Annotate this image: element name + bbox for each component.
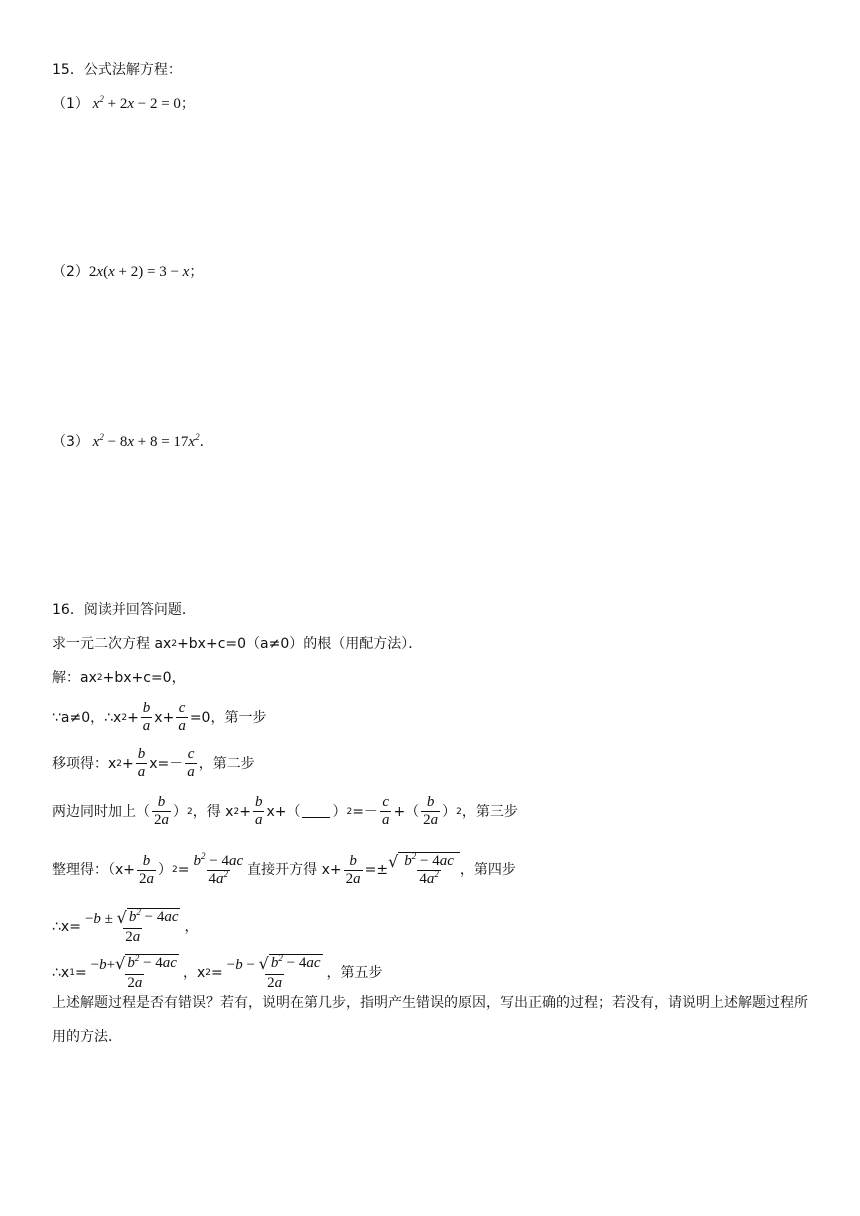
answer-blank (302, 805, 330, 818)
fraction-discriminant-over-4a2: $\frac{b^2 - 4ac}{4a^2}$ (193, 850, 244, 887)
q15-eq2: 2x(x + 2) = 3 − x (88, 264, 190, 280)
q15-part2: （2） 2x(x + 2) = 3 − x ； (52, 264, 204, 280)
fraction-c-over-a: $\frac{c}{a}$ (178, 700, 186, 734)
q15-title: 15．公式法解方程： (52, 62, 182, 78)
q16-step1: ∵a≠0，∴x 2 + $\frac{b}{a}$ x+ $\frac{c}{a}$ =0，第一步 (52, 700, 267, 734)
quadratic-formula: −b ± √ $b^2 - 4ac$ 2a (84, 907, 179, 945)
q16-intro: 求一元二次方程 ax 2 +bx+c=0（a≠0）的根（用配方法）． (52, 636, 423, 652)
q16-step2: 移项得：x 2 + $\frac{b}{a}$ x=－ $\frac{c}{a}$ ，第二步 (52, 746, 255, 780)
q15-part1: （1） $x^2 + 2x - 2 = 0$ ； (52, 94, 195, 112)
root-x1: −b+ √ $b^2 - 4ac$ 2a (90, 953, 177, 991)
fraction-b-over-2a: $\frac{b}{2a}$ (154, 794, 169, 828)
q16-solution-start: 解：ax 2 +bx+c=0， (52, 670, 186, 686)
sqrt-fraction: √ $\frac{b^2 - 4ac}{4a^2}$ (388, 852, 460, 888)
q15-eq1: $x^2 + 2x - 2 = 0$ (88, 94, 181, 112)
q16-title: 16．阅读并回答问题． (52, 602, 196, 618)
q16-step5: ∴x= −b ± √ $b^2 - 4ac$ 2a ， (52, 907, 199, 945)
q16-step4: 整理得：（x+ $\frac{b}{2a}$ ） 2 = $\frac{b^2 - 4ac}{4a^2}$ 直接开方得 x+ $\frac{b}{2a}$ =± √ $\frac{b^2 - 4ac}{4a^2}$ ，第四步 (52, 850, 516, 887)
fraction-b-over-2a: $\frac{b}{2a}$ (139, 852, 155, 887)
fraction-b-over-a: $\frac{b}{a}$ (137, 746, 146, 780)
fraction-c-over-a: $\frac{c}{a}$ (187, 746, 195, 780)
fraction-b-over-a: $\frac{b}{a}$ (142, 700, 151, 734)
fraction-b-over-2a: $\frac{b}{2a}$ (345, 852, 361, 887)
q16-step6: ∴x 1 = −b+ √ $b^2 - 4ac$ 2a ，x 2 = −b − √ $b^2 - 4ac$ 2a ，第五步 (52, 953, 383, 991)
root-x2: −b − √ $b^2 - 4ac$ 2a (226, 953, 321, 991)
q16-step3: 两边同时加上（ $\frac{b}{2a}$ ） 2 ，得 x 2 + $\frac{b}{a}$ x+（ ） 2 =－ $\frac{c}{a}$ +（ $\frac{b}{2a}$ ） 2 ，第三步 (52, 794, 518, 828)
fraction-c-over-a: $\frac{c}{a}$ (381, 794, 390, 828)
fraction-b-over-a: $\frac{b}{a}$ (254, 794, 263, 828)
q15-part3: （3） $x^2 - 8x + 8 = 17x^2$ ． (52, 432, 214, 450)
q16-question: 上述解题过程是否有错误？若有，说明在第几步，指明产生错误的原因，写出正确的过程；若没有，请说明上述解题过程所用的方法． (52, 995, 808, 1045)
q15-eq3: $x^2 - 8x + 8 = 17x^2$ (88, 432, 200, 450)
fraction-b-over-2a: $\frac{b}{2a}$ (423, 794, 439, 828)
